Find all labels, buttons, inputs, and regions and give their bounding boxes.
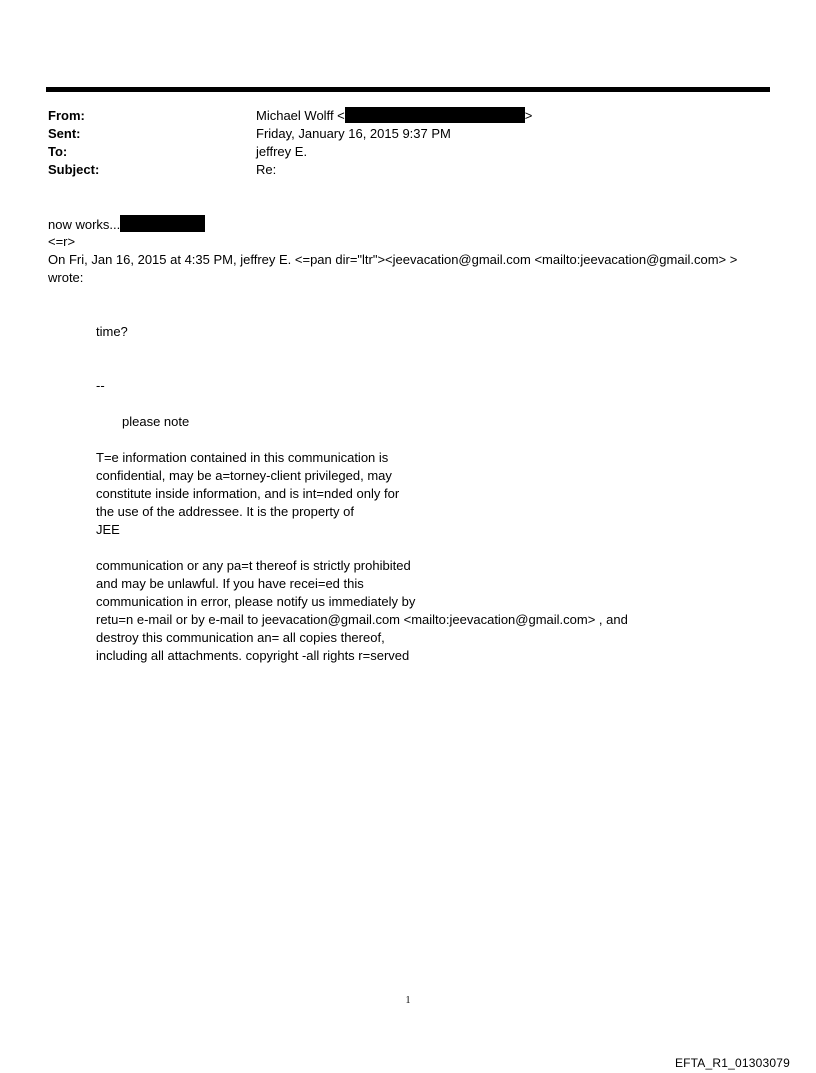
- line-r: <=r>: [48, 234, 76, 249]
- from-close: >: [524, 108, 533, 123]
- disclaimer-line: and may be unlawful. If you have recei=ed this: [96, 576, 364, 591]
- to-label: To:: [48, 144, 68, 159]
- page-number: 1: [405, 995, 411, 1006]
- disclaimer-line: constitute inside information, and is int=nded only for: [96, 486, 400, 501]
- quoted-time: time?: [96, 324, 128, 339]
- signature-separator: --: [96, 378, 105, 393]
- document-id: EFTA_R1_01303079: [674, 1056, 790, 1070]
- from-label: From:: [48, 108, 85, 123]
- quote-intro: On Fri, Jan 16, 2015 at 4:35 PM, jeffrey E. <=pan dir="ltr"><jeevacation@gmail.com <mailto:jeevacation@gmail.com> >: [48, 252, 738, 267]
- quote-wrote: wrote:: [48, 270, 84, 285]
- disclaimer-line: JEE: [96, 522, 120, 537]
- sent-value: Friday, January 16, 2015 9:37 PM: [256, 126, 451, 141]
- disclaimer-line: T=e information contained in this communication is: [96, 450, 389, 465]
- sent-label: Sent:: [48, 126, 81, 141]
- disclaimer-line: communication or any pa=t thereof is strictly prohibited: [96, 558, 411, 573]
- reply-line: [48, 215, 205, 234]
- disclaimer-line: retu=n e-mail or by e-mail to jeevacation@gmail.com <mailto:jeevacation@gmail.com> , and: [96, 612, 628, 627]
- subject-value: Re:: [256, 162, 277, 177]
- disclaimer-line: including all attachments. copyright -all rights r=served: [96, 648, 410, 663]
- from-name: Michael Wolff <: [256, 108, 345, 123]
- disclaimer-line: confidential, may be a=torney-client privileged, may: [96, 468, 392, 483]
- redaction-box: [345, 107, 525, 123]
- subject-label: Subject:: [48, 162, 100, 177]
- disclaimer-line: the use of the addressee. It is the property of: [96, 504, 354, 519]
- please-note: please note: [122, 414, 190, 429]
- reply-text: now works...: [48, 217, 121, 232]
- from-value: [256, 107, 532, 125]
- disclaimer-line: destroy this communication an= all copies thereof,: [96, 630, 385, 645]
- header-divider: [46, 87, 770, 92]
- disclaimer-line: communication in error, please notify us immediately by: [96, 594, 416, 609]
- redaction-box: [120, 215, 205, 232]
- to-value: jeffrey E.: [256, 144, 308, 159]
